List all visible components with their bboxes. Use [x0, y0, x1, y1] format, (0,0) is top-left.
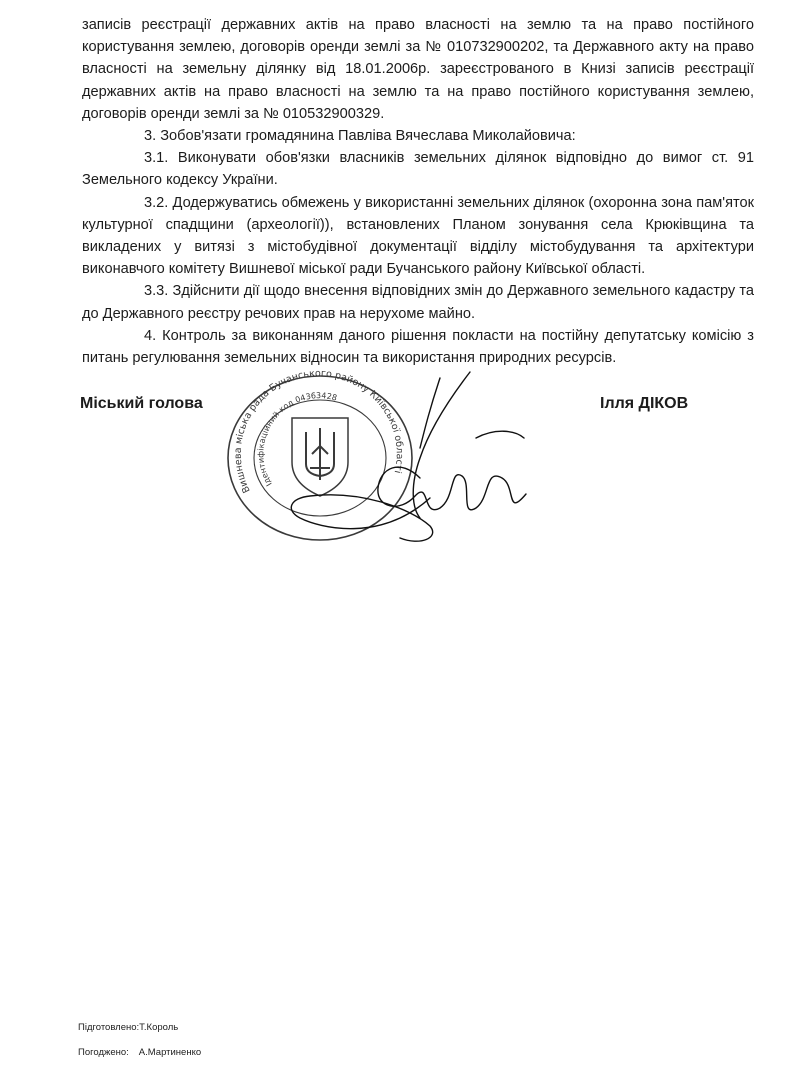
paragraph-3-1: 3.1. Виконувати обов'язки власників земельних ділянок відповідно до вимог ст. 91 Земельного кодексу України.: [82, 150, 754, 189]
paragraph-3-3: 3.3. Здійснити дії щодо внесення відповідних змін до Державного земельного кадастру та до Державного реєстру речових прав на нерухоме майно.: [82, 283, 754, 322]
decision-body: [82, 14, 754, 369]
prepared-by-name: Т.Король: [139, 1022, 179, 1033]
agreed-by-line: [78, 1047, 201, 1058]
signatory-title: Міський голова: [80, 395, 203, 412]
paragraph-3-2: 3.2. Додержуватись обмежень у використанні земельних ділянок (охоронна зона пам'яток культурної спадщини (археології)), встановлених Планом зонування села Крюківщина та викладених у витязі з містобудівної документації відділу містобудування та архітектури виконавчого комітету Вишневої міської ради Бучанського району Київської області.: [82, 194, 754, 278]
stamp-outer-text: Вишнева міська рада Бучанського району Київської області: [232, 368, 405, 495]
paragraph-4: 4. Контроль за виконанням даного рішення покласти на постійну депутатську комісію з питань регулювання земельних відносин та використання природних ресурсів.: [82, 327, 754, 367]
agreed-by-label: Погоджено:: [78, 1047, 129, 1058]
prepared-by-label: Підготовлено:: [78, 1022, 140, 1033]
signatory-name: Ілля ДІКОВ: [600, 395, 689, 412]
prepared-by-line: [78, 1022, 178, 1033]
paragraph-3: 3. Зобов'язати громадянина Павліва Вячеслава Миколайовича:: [144, 128, 576, 145]
paragraph-continued: записів реєстрації державних актів на право власності на землю та на право постійного користування землею, договорів оренди землі за № 010732900202, та Державного акту на право власності на земельну ділянку від 18.01.2006р. зареєстрованого в Книзі записів реєстрації державних актів на право власності на землю та на право постійного користування землею, договорів оренди землі за № 010532900329.: [82, 17, 754, 122]
agreed-by-name: А.Мартиненко: [138, 1047, 202, 1058]
signature-block: [0, 395, 800, 425]
stamp-inner-text: Ідентифікаційний код 04363428: [256, 391, 338, 488]
